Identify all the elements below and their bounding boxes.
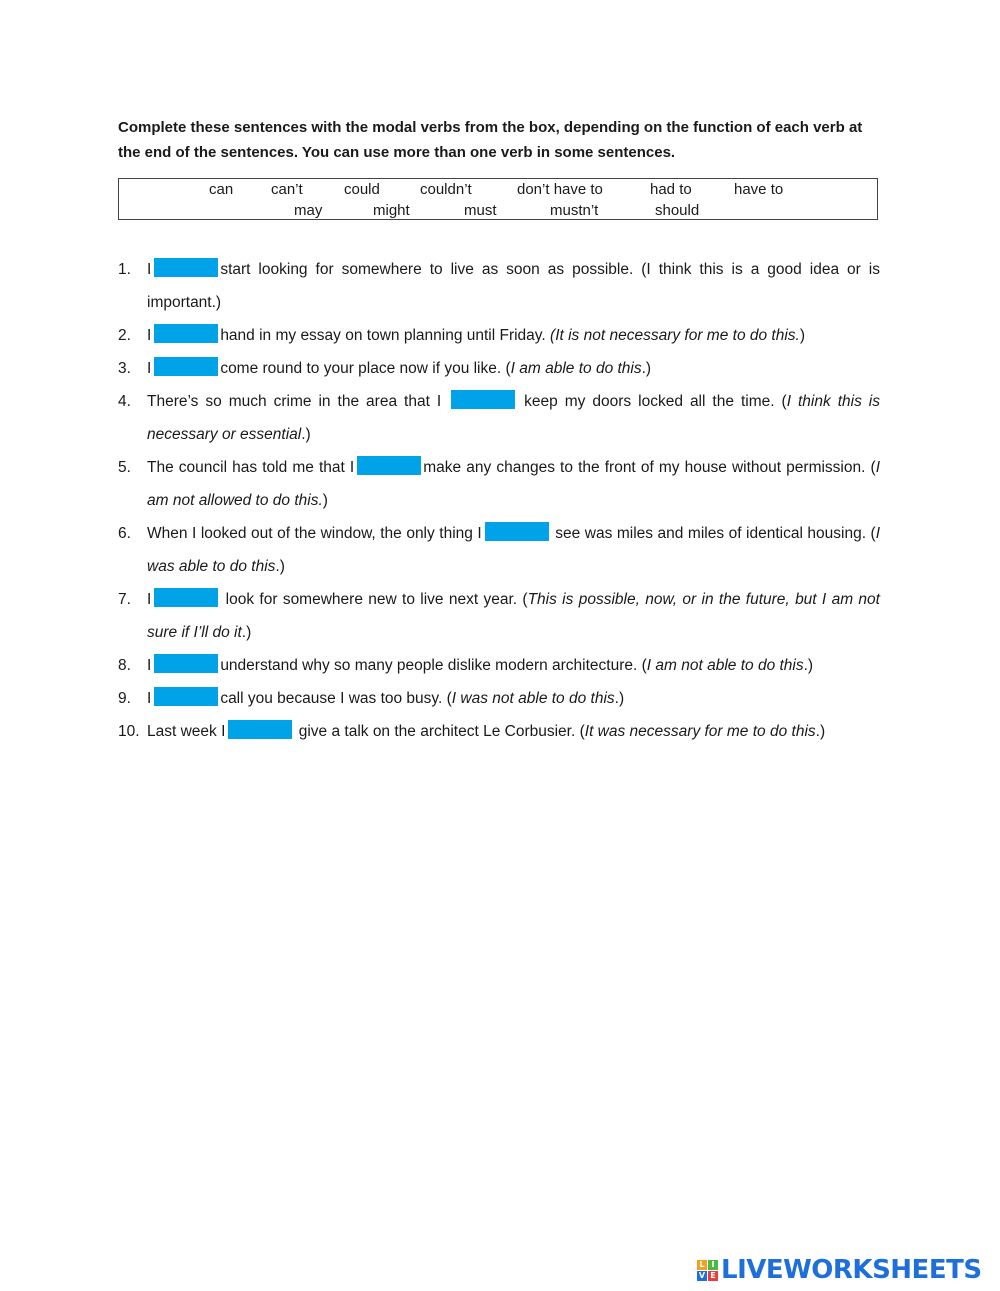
item-text-before: Last week I <box>147 723 226 740</box>
item-text-before: The council has told me that I <box>147 459 355 476</box>
item-text-after: see was miles and miles of identical housing. ( <box>555 525 876 542</box>
item-text-before: I <box>147 360 152 377</box>
item-number: 3. <box>118 360 131 377</box>
instructions-text: Complete these sentences with the modal verbs from the box, depending on the function of each verb at the end of the sentences. You can use more than one verb in some sentences. <box>118 119 863 161</box>
answer-field[interactable] <box>228 720 292 739</box>
answer-field[interactable] <box>357 456 421 475</box>
logo-mark-letter: V <box>698 1270 706 1280</box>
item-text-before: I <box>147 261 152 278</box>
word-box-word: could <box>344 181 380 198</box>
item-text-after: look for somewhere new to live next year. ( <box>225 591 528 608</box>
item-hint: I am able to do this <box>510 360 642 377</box>
item-number: 5. <box>118 459 131 476</box>
answer-field[interactable] <box>154 357 218 376</box>
item-text-after: make any changes to the front of my house without permission. ( <box>423 459 876 476</box>
liveworksheets-logo <box>697 1256 982 1284</box>
item-hint: I am not able to do this <box>646 657 804 674</box>
item-number: 1. <box>118 261 131 278</box>
word-box-word: might <box>373 202 410 219</box>
exercise-item <box>118 352 880 385</box>
item-text-before: I <box>147 657 152 674</box>
exercise-item <box>118 319 880 352</box>
answer-field[interactable] <box>154 258 218 277</box>
exercise-item <box>118 451 880 517</box>
item-number: 6. <box>118 525 131 542</box>
item-text-after: come round to your place now if you like. ( <box>220 360 511 377</box>
logo-mark-letter: I <box>708 1260 718 1270</box>
item-hint: (It is not necessary for me to do this. <box>550 327 800 344</box>
item-close: ) <box>322 492 328 509</box>
word-box-word: must <box>464 202 497 219</box>
word-box-word: had to <box>650 181 692 198</box>
item-text-after: start looking for somewhere to live as soon as possible. (I think this is a good idea or is important.) <box>147 261 880 311</box>
item-text-before: When I looked out of the window, the only thing I <box>147 525 482 542</box>
item-close: .) <box>301 426 311 443</box>
item-hint: I am not allowed to do this. <box>147 459 881 509</box>
answer-field[interactable] <box>485 522 549 541</box>
exercise-item <box>118 385 880 451</box>
exercise-item <box>118 517 880 583</box>
item-close: .) <box>241 624 252 641</box>
item-close: .) <box>815 723 826 740</box>
item-hint: This is possible, now, or in the future, but I am not sure if I’ll do it <box>147 591 880 641</box>
word-box-word: mustn’t <box>550 202 599 219</box>
exercise-item <box>118 715 880 748</box>
item-hint: I was able to do this <box>147 525 881 575</box>
exercise-list <box>118 253 880 748</box>
item-close: .) <box>803 657 814 674</box>
word-box-word: can <box>209 181 234 198</box>
answer-field[interactable] <box>451 390 515 409</box>
answer-field[interactable] <box>154 654 218 673</box>
item-number: 2. <box>118 327 131 344</box>
answer-field[interactable] <box>154 324 218 343</box>
exercise-item <box>118 682 880 715</box>
logo-text: LIVEWORKSHEETS <box>721 1255 982 1285</box>
item-number: 10. <box>118 723 140 740</box>
item-number: 8. <box>118 657 131 674</box>
logo-mark-icon <box>697 1260 718 1281</box>
word-box-word: should <box>655 202 700 219</box>
item-text-after: call you because I was too busy. ( <box>220 690 452 707</box>
item-number: 7. <box>118 591 131 608</box>
logo-mark-letter: L <box>697 1260 707 1270</box>
item-text-after: give a talk on the architect Le Corbusier. ( <box>298 723 585 740</box>
item-close: .) <box>275 558 285 575</box>
word-box-word: have to <box>734 181 784 198</box>
item-text-before: There’s so much crime in the area that I <box>147 393 442 410</box>
item-hint: I was not able to do this <box>451 690 615 707</box>
word-box-word: may <box>294 202 323 219</box>
item-close: ) <box>799 327 806 344</box>
item-close: .) <box>641 360 652 377</box>
item-text-before: I <box>147 327 152 344</box>
exercise-item <box>118 253 880 319</box>
item-text-before: I <box>147 591 152 608</box>
item-number: 4. <box>118 393 131 410</box>
item-text-after: understand why so many people dislike modern architecture. ( <box>220 657 647 674</box>
item-hint: I think this is necessary or essential <box>147 393 880 443</box>
word-box-word: can’t <box>271 181 303 198</box>
exercise-item <box>118 583 880 649</box>
answer-field[interactable] <box>154 687 218 706</box>
item-text-after: keep my doors locked all the time. ( <box>524 393 787 410</box>
word-box <box>118 178 878 220</box>
logo-mark-letter: E <box>708 1271 718 1281</box>
item-close: .) <box>614 690 625 707</box>
word-box-word: couldn’t <box>420 181 472 198</box>
item-number: 9. <box>118 690 131 707</box>
item-text-after: hand in my essay on town planning until Friday. <box>220 327 546 344</box>
item-hint: It was necessary for me to do this <box>584 723 816 740</box>
word-box-word: don’t have to <box>517 181 603 198</box>
exercise-item <box>118 649 880 682</box>
answer-field[interactable] <box>154 588 218 607</box>
item-text-before: I <box>147 690 152 707</box>
